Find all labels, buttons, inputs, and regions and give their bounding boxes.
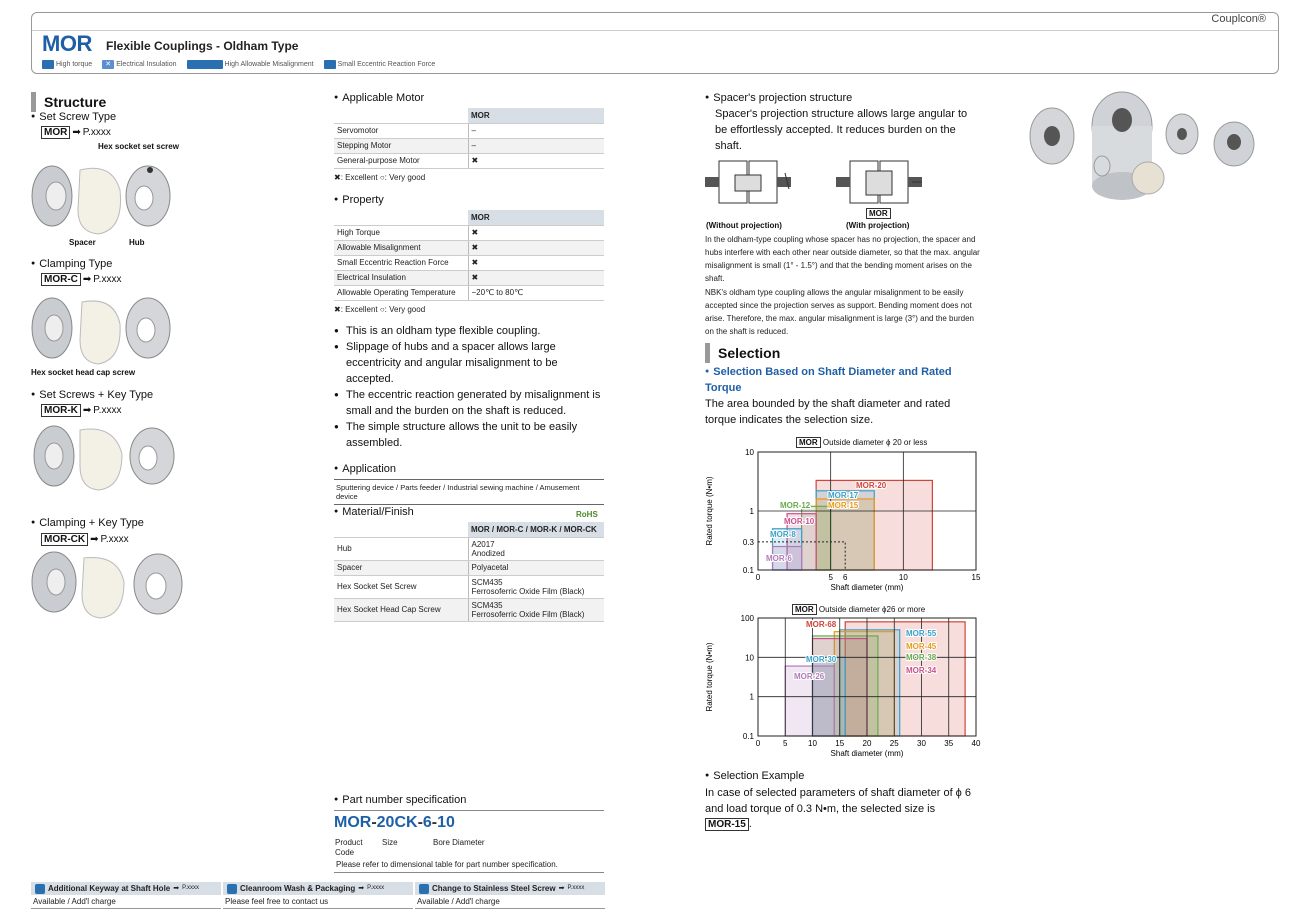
series-label-mor-30: MOR-30 [806,655,837,664]
set-screw-coupling-image [28,150,178,242]
y-tick-label: 10 [745,653,754,663]
x-tick-label: 30 [917,739,926,748]
page-ref-link[interactable]: P.xxxx [100,534,129,545]
material-row-label: Hex Socket Set Screw [334,575,468,598]
property-row-label: Allowable Operating Temperature [334,285,468,300]
y-tick-label: 1 [749,692,754,702]
part-number-bottom-divider [334,872,604,873]
without-projection-label: (Without projection) [706,221,782,230]
label-hub: Hub [129,238,145,247]
cleanroom-icon [227,884,237,894]
y-tick-label: 0.1 [742,732,754,741]
property-row-value: ✖ [468,225,604,240]
product-photo [1012,86,1278,204]
model-name: MOR [42,31,92,56]
feature-eccentric: Small Eccentric Reaction Force [324,60,436,69]
option-cleanroom[interactable]: Cleanroom Wash & Packaging ➡ P.xxxx Please feel free to contact us [223,882,413,910]
motor-col-header: MOR [468,108,604,123]
pn-label-size: Size [382,838,398,847]
feature-item: ● Slippage of hubs and a spacer allows large eccentricity and angular misalignment to be accepted. [334,339,604,387]
material-row-label: Hex Socket Head Cap Screw [334,598,468,621]
feature-insulation: ✕ Electrical Insulation [102,60,176,69]
part-number-example: MOR-20CK-6-10 [334,814,455,831]
y-tick-label: 1 [749,507,754,516]
x-tick-label: 10 [898,573,908,582]
brand-logo: Couplcon® [1211,13,1266,25]
material-row-label: Spacer [334,560,468,575]
series-label-mor-8: MOR-8 [770,530,796,539]
property-row-label: High Torque [334,225,468,240]
option-cleanroom-body: Please feel free to contact us [223,895,413,909]
label-cap-screw: Hex socket head cap screw [31,368,136,377]
selection-text: The area bounded by the shaft diameter and rated torque indicates the selection size. [705,398,951,426]
structure-title: Structure [31,92,106,112]
ref-set-screw-key: MOR-K ➡ P.xxxx [41,404,121,417]
pn-note: Please refer to dimensional table for part number specification. [336,860,558,869]
ref-set-screw: MOR ➡ P.xxxx [41,126,111,139]
material-table [334,522,604,622]
x-tick-label: 35 [944,739,954,748]
x-tick-label: 0 [755,573,761,582]
property-row-label: Small Eccentric Reaction Force [334,255,468,270]
y-tick-label: 100 [740,614,754,623]
x-tick-label: 5 [783,739,788,748]
property-row-value: ✖ [468,270,604,285]
motor-row-value: – [468,138,604,153]
stainless-icon [419,884,429,894]
y-tick-label: 0.3 [742,537,754,547]
material-row-value: A2017 Anodized [468,537,604,560]
spacer-desc-1: In the oldham-type coupling whose spacer has no projection, the spacer and hubs interfere with each other near outside diameter, so that the max. angular misalignment is small (1° - 1.5°) and that the bending moment arises on the shaft. [705,235,980,283]
property-row-value: −20℃ to 80℃ [468,285,604,300]
series-label-mor-17: MOR-17 [828,491,859,500]
feature-item: ● The simple structure allows the unit to be easily assembled. [334,419,604,451]
x-tick-label: 40 [971,739,981,748]
ref-clamping-key: MOR-CK ➡ P.xxxx [41,533,129,546]
with-projection-label: (With projection) [846,221,910,230]
material-heading: ● Material/Finish [334,506,414,518]
option-keyway-body: Available / Add'l charge [31,895,221,909]
x-tick-label: 15 [971,573,981,582]
selection-example-result: MOR-15 . [705,818,752,831]
motor-row-value: – [468,123,604,138]
material-row-value: SCM435 Ferrosoferric Oxide Film (Black) [468,598,604,621]
spacer-heading: ● Spacer's projection structure [705,92,852,104]
page-ref-link[interactable]: P.xxxx [93,274,122,285]
insulation-icon: ✕ [102,60,114,69]
page-header [31,12,1279,74]
material-row-value: Polyacetal [468,560,604,575]
selection-example-heading: ● Selection Example [705,770,804,782]
chart1-title: MOR Outside diameter ϕ 20 or less [796,437,927,448]
chart-small-sizes [700,444,990,594]
series-label-mor-55: MOR-55 [906,629,937,638]
selection-subheading: ● Selection Based on Shaft Diameter and Rated Torque [705,364,970,396]
feature-list [334,323,604,451]
material-row-label: Hub [334,537,468,560]
application-heading: ● Application [334,463,396,475]
series-label-mor-45: MOR-45 [906,642,937,651]
x-axis-label: Shaft diameter (mm) [830,749,904,758]
diagram-without-projection [705,155,795,217]
property-row-value: ✖ [468,240,604,255]
chart-large-sizes [700,610,990,762]
series-label-mor-26: MOR-26 [794,672,825,681]
torque-icon [42,60,54,69]
page-title: Flexible Couplings - Oldham Type [106,39,299,53]
chart2-title: MOR Outside diameter ϕ26 or more [792,604,925,615]
feature-misalignment: High Allowable Misalignment [187,60,314,69]
series-label-mor-20: MOR-20 [856,481,887,490]
clamping-key-coupling-image [28,548,188,620]
ref-clamping: MOR-C ➡ P.xxxx [41,273,121,286]
motor-row-value: ✖ [468,153,604,168]
application-text: Sputtering device / Parts feeder / Industrial sewing machine / Amusement device [334,479,604,505]
series-label-mor-34: MOR-34 [906,666,937,675]
pn-label-bore: Bore Diameter [433,838,485,847]
type-clamping-key: ● Clamping + Key Type [31,517,144,529]
series-label-mor-15: MOR-15 [828,501,859,510]
y-tick-label: 0.1 [742,566,754,575]
property-legend: ✖: Excellent ○: Very good [334,305,426,314]
misalignment-icon [187,60,223,69]
selection-example-text: In case of selected parameters of shaft diameter of ϕ 6 and load torque of 0.3 N•m, the selected size is [705,787,972,815]
motor-table [334,108,604,169]
motor-row-label: General-purpose Motor [334,153,468,168]
spacer-text: Spacer's projection structure allows large angular to be effortlessly accepted. It reduces burden on the shaft. [715,108,968,152]
option-stainless-body: Available / Add'l charge [415,895,605,909]
page-ref-link[interactable]: P.xxxx [93,405,122,416]
series-label-mor-38: MOR-38 [906,653,937,662]
property-col-header: MOR [468,210,604,225]
type-clamping: ● Clamping Type [31,258,112,270]
x-tick-label: 0 [755,739,761,748]
label-set-screw: Hex socket set screw [98,142,179,151]
series-label-mor-6: MOR-6 [766,554,792,563]
feature-high-torque: High torque [42,60,92,69]
motor-heading: ● Applicable Motor [334,92,424,104]
series-label-mor-10: MOR-10 [784,517,815,526]
x-tick-label: 15 [835,739,845,748]
type-set-screw-key: ● Set Screws + Key Type [31,389,153,401]
x-tick-label: 6 [842,573,848,582]
x-tick-label: 5 [828,573,833,582]
feature-item: ● The eccentric reaction generated by misalignment is small and the burden on the shaft is reduced. [334,387,604,419]
selection-title: Selection [705,343,780,363]
feature-icons [42,60,435,69]
x-tick-label: 25 [889,739,899,748]
property-row-value: ✖ [468,255,604,270]
part-number-divider [334,810,604,811]
x-axis-label: Shaft diameter (mm) [830,583,904,592]
motor-row-label: Servomotor [334,123,468,138]
x-tick-label: 10 [808,739,817,748]
y-axis-label: Rated torque (N•m) [705,642,714,712]
rohs-badge: RoHS [576,510,598,519]
series-label-mor-68: MOR-68 [806,620,837,629]
page-ref-link[interactable]: P.xxxx [82,127,111,138]
property-heading: ● Property [334,194,384,206]
feature-item: ● This is an oldham type flexible coupling. [334,323,604,339]
y-axis-label: Rated torque (N•m) [705,476,714,546]
x-tick-label: 20 [862,739,872,748]
series-label-mor-12: MOR-12 [780,501,811,510]
pn-label-product: Product Code [335,838,363,857]
motor-row-label: Stepping Motor [334,138,468,153]
with-projection-tag: MOR [866,208,891,219]
property-table [334,210,604,301]
property-row-label: Electrical Insulation [334,270,468,285]
property-row-label: Allowable Misalignment [334,240,468,255]
material-col-header: MOR / MOR-C / MOR-K / MOR-CK [468,522,604,537]
y-tick-label: 10 [745,448,754,457]
type-set-screw: ● Set Screw Type [31,111,116,123]
option-stainless[interactable]: Change to Stainless Steel Screw ➡ P.xxxx Available / Add'l charge [415,882,605,910]
label-spacer: Spacer [69,238,96,247]
motor-legend: ✖: Excellent ○: Very good [334,173,426,182]
set-screw-key-coupling-image [28,420,178,492]
header-divider [32,30,1278,31]
material-row-value: SCM435 Ferrosoferric Oxide Film (Black) [468,575,604,598]
spacer-desc-2: NBK's oldham type coupling allows the angular misalignment to be easily accepted since the projection serves as support. Bending moment does not arise. Therefore, the max. angular misalignment is large (3°) and the burden on the shaft is reduced. [705,288,974,336]
eccentric-icon [324,60,336,69]
option-keyway[interactable]: Additional Keyway at Shaft Hole ➡ P.xxxx Available / Add'l charge [31,882,221,910]
keyway-icon [35,884,45,894]
clamping-coupling-image [28,290,178,368]
part-number-heading: ● Part number specification [334,794,466,806]
